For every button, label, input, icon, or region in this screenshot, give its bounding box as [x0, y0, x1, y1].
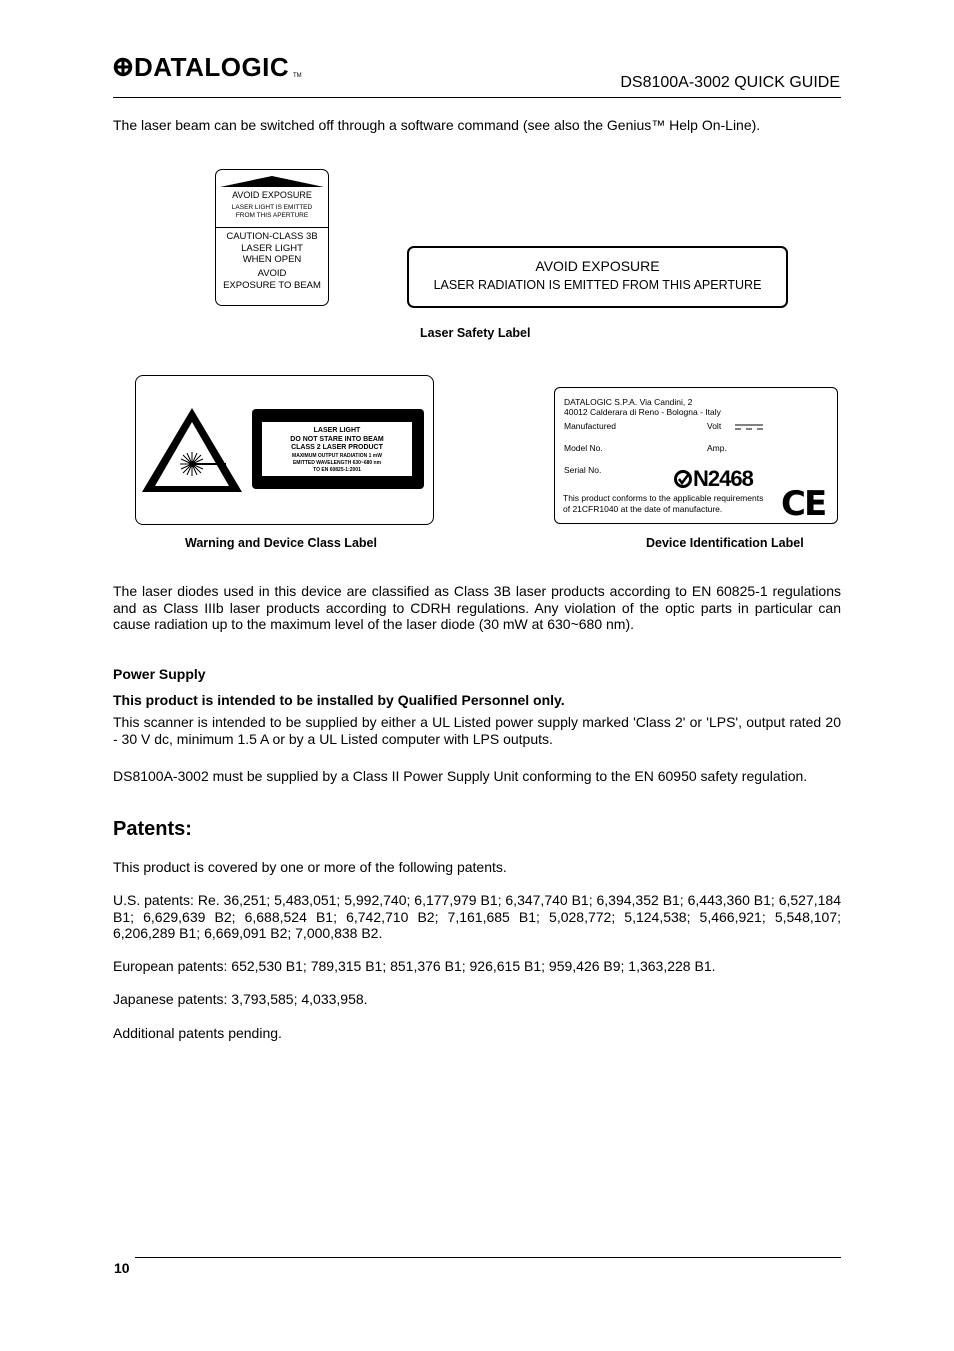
class-notice-inner: [262, 422, 412, 476]
device-amp: Amp.: [707, 443, 727, 453]
power-unit-paragraph: DS8100A-3002 must be supplied by a Class II Power Supply Unit conforming to the EN 60950 safety regulation.: [113, 768, 808, 784]
class-line5: EMITTED WAVELENGTH 630~680 nm: [292, 460, 382, 466]
dc-symbol-icon: [735, 424, 763, 430]
device-identification-label: [554, 387, 838, 524]
japanese-patents: Japanese patents: 3,793,585; 4,033,958.: [113, 991, 368, 1007]
device-address: 40012 Calderara di Reno - Bologna - Italy: [564, 407, 721, 417]
laser-warning-icon: [140, 406, 244, 494]
warning-label: [135, 375, 434, 525]
patents-pending: Additional patents pending.: [113, 1025, 282, 1041]
aperture-avoid: AVOID EXPOSURE TO BEAM: [223, 268, 321, 291]
device-serial: Serial No.: [564, 465, 602, 475]
c-tick-mark-icon: [673, 469, 693, 489]
avoid-exposure-label: [407, 246, 788, 308]
device-manufactured: Manufactured: [564, 421, 616, 431]
us-patents: U.S. patents: Re. 36,251; 5,483,051; 5,992,740; 6,177,979 B1; 6,347,740 B1; 6,394,352 B1; 6,443,360 B1; 6,527,184 B1; 6,629,639 B2; 6,688,524 B1; 6,742,710 B2; 7,161,685 B1; 5,028,772; 5,124,538; 5,466,921; 5,548,107; 6,206,289 B1; 6,669,091 B2; 7,000,838 B2.: [113, 892, 841, 941]
device-conform-line1: This product conforms to the applicable requirements: [563, 493, 764, 503]
patents-intro: This product is covered by one or more of the following patents.: [113, 859, 507, 875]
european-patents: European patents: 652,530 B1; 789,315 B1; 851,376 B1; 926,615 B1; 959,426 B9; 1,363,228 B1.: [113, 958, 716, 974]
device-conform-line2: of 21CFR1040 at the date of manufacture.: [563, 504, 723, 514]
aperture-line2: LASER LIGHT IS EMITTED FROM THIS APERTURE: [231, 204, 313, 219]
power-supply-heading: Power Supply: [113, 666, 206, 682]
laser-classification-paragraph: The laser diodes used in this device are classified as Class 3B laser products according to EN 60825-1 regulations and as Class IIIb laser products according to CDRH regulations. Any violation of the optic parts in particular can cause radiation up to the maximum level of the laser diode (30 mW at 630~680 nm).: [113, 583, 841, 632]
device-model: Model No.: [564, 443, 603, 453]
aperture-arrow-icon: [216, 176, 328, 188]
caption-device: Device Identification Label: [646, 536, 804, 550]
avoid-line2: LASER RADIATION IS EMITTED FROM THIS APERTURE: [433, 278, 762, 292]
page-number: 10: [114, 1260, 130, 1276]
class-line4: MAXIMUM OUTPUT RADIATION 1 mW: [292, 453, 382, 459]
class-line6: TO EN 60825-1:2001: [313, 467, 361, 473]
class-line3: CLASS 2 LASER PRODUCT: [291, 444, 383, 451]
class-line1: LASER LIGHT: [313, 427, 361, 434]
avoid-line1: AVOID EXPOSURE: [535, 258, 660, 274]
caption-laser-safety: Laser Safety Label: [420, 326, 531, 340]
svg-text:TM: TM: [293, 73, 302, 79]
device-company: DATALOGIC S.P.A. Via Candini, 2: [564, 397, 693, 407]
power-supply-paragraph: This scanner is intended to be supplied by either a UL Listed power supply marked 'Class 2' or 'LPS', output rated 20 - 30 V dc, minimum 1.5 A or by a UL Listed computer with LPS outputs.: [113, 714, 841, 747]
intro-text: The laser beam can be switched off through a software command (see also the Genius™ Help On-Line).: [113, 117, 761, 133]
aperture-caution: CAUTION-CLASS 3B LASER LIGHT WHEN OPEN: [226, 231, 318, 265]
class-line2: DO NOT STARE INTO BEAM: [290, 436, 384, 443]
logo-text: DATALOGIC: [134, 52, 290, 82]
document-title: DS8100A-3002 QUICK GUIDE: [620, 74, 840, 91]
ce-mark-icon: CE: [781, 484, 826, 524]
datalogic-logo: [113, 50, 313, 84]
aperture-label: [215, 169, 329, 306]
aperture-divider: [216, 227, 328, 228]
class-notice-box: [252, 409, 424, 489]
header-rule: [113, 97, 841, 98]
aperture-line1: AVOID EXPOSURE: [232, 190, 312, 200]
caption-warning: Warning and Device Class Label: [185, 536, 377, 550]
c-tick-number: N2468: [693, 466, 753, 491]
patents-heading: Patents:: [113, 818, 192, 840]
footer-rule: [135, 1257, 841, 1258]
device-volt: Volt: [707, 421, 722, 431]
qualified-personnel-notice: This product is intended to be installed by Qualified Personnel only.: [113, 692, 565, 708]
